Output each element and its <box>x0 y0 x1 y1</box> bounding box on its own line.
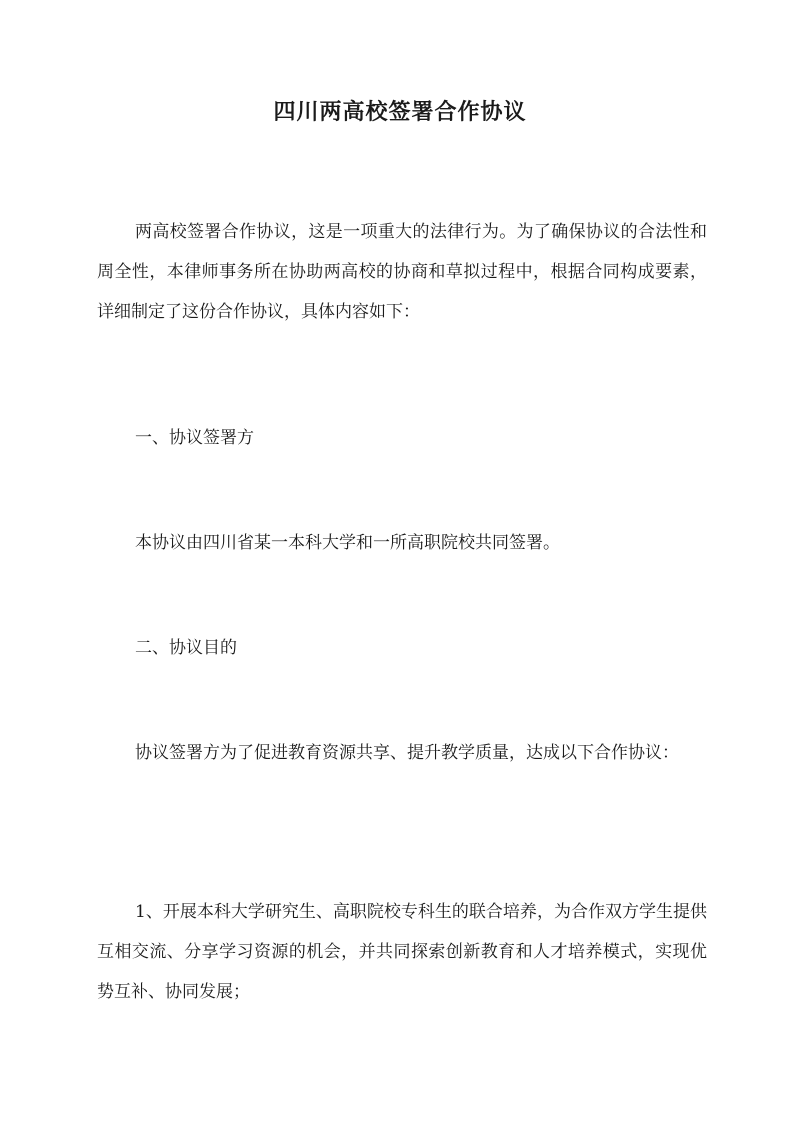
signatories-paragraph: 本协议由四川省某一本科大学和一所高职院校共同签署。 <box>135 533 560 553</box>
section-heading-purpose: 二、协议目的 <box>135 638 237 658</box>
document-title: 四川两高校签署合作协议 <box>273 99 527 125</box>
section-heading-signatories: 一、协议签署方 <box>135 428 254 448</box>
purpose-paragraph: 协议签署方为了促进教育资源共享、提升教学质量，达成以下合作协议： <box>135 743 679 763</box>
intro-paragraph: 两高校签署合作协议，这是一项重大的法律行为。为了确保协议的合法性和周全性，本律师事务所在协助两高校的协商和草拟过程中，根据合同构成要素，详细制定了这份合作协议，具体内容如下： <box>97 222 707 322</box>
item-1-paragraph: 1、开展本科大学研究生、高职院校专科生的联合培养，为合作双方学生提供互相交流、分享学习资源的机会，并共同探索创新教育和人才培养模式，实现优势互补、协同发展； <box>97 902 707 1002</box>
